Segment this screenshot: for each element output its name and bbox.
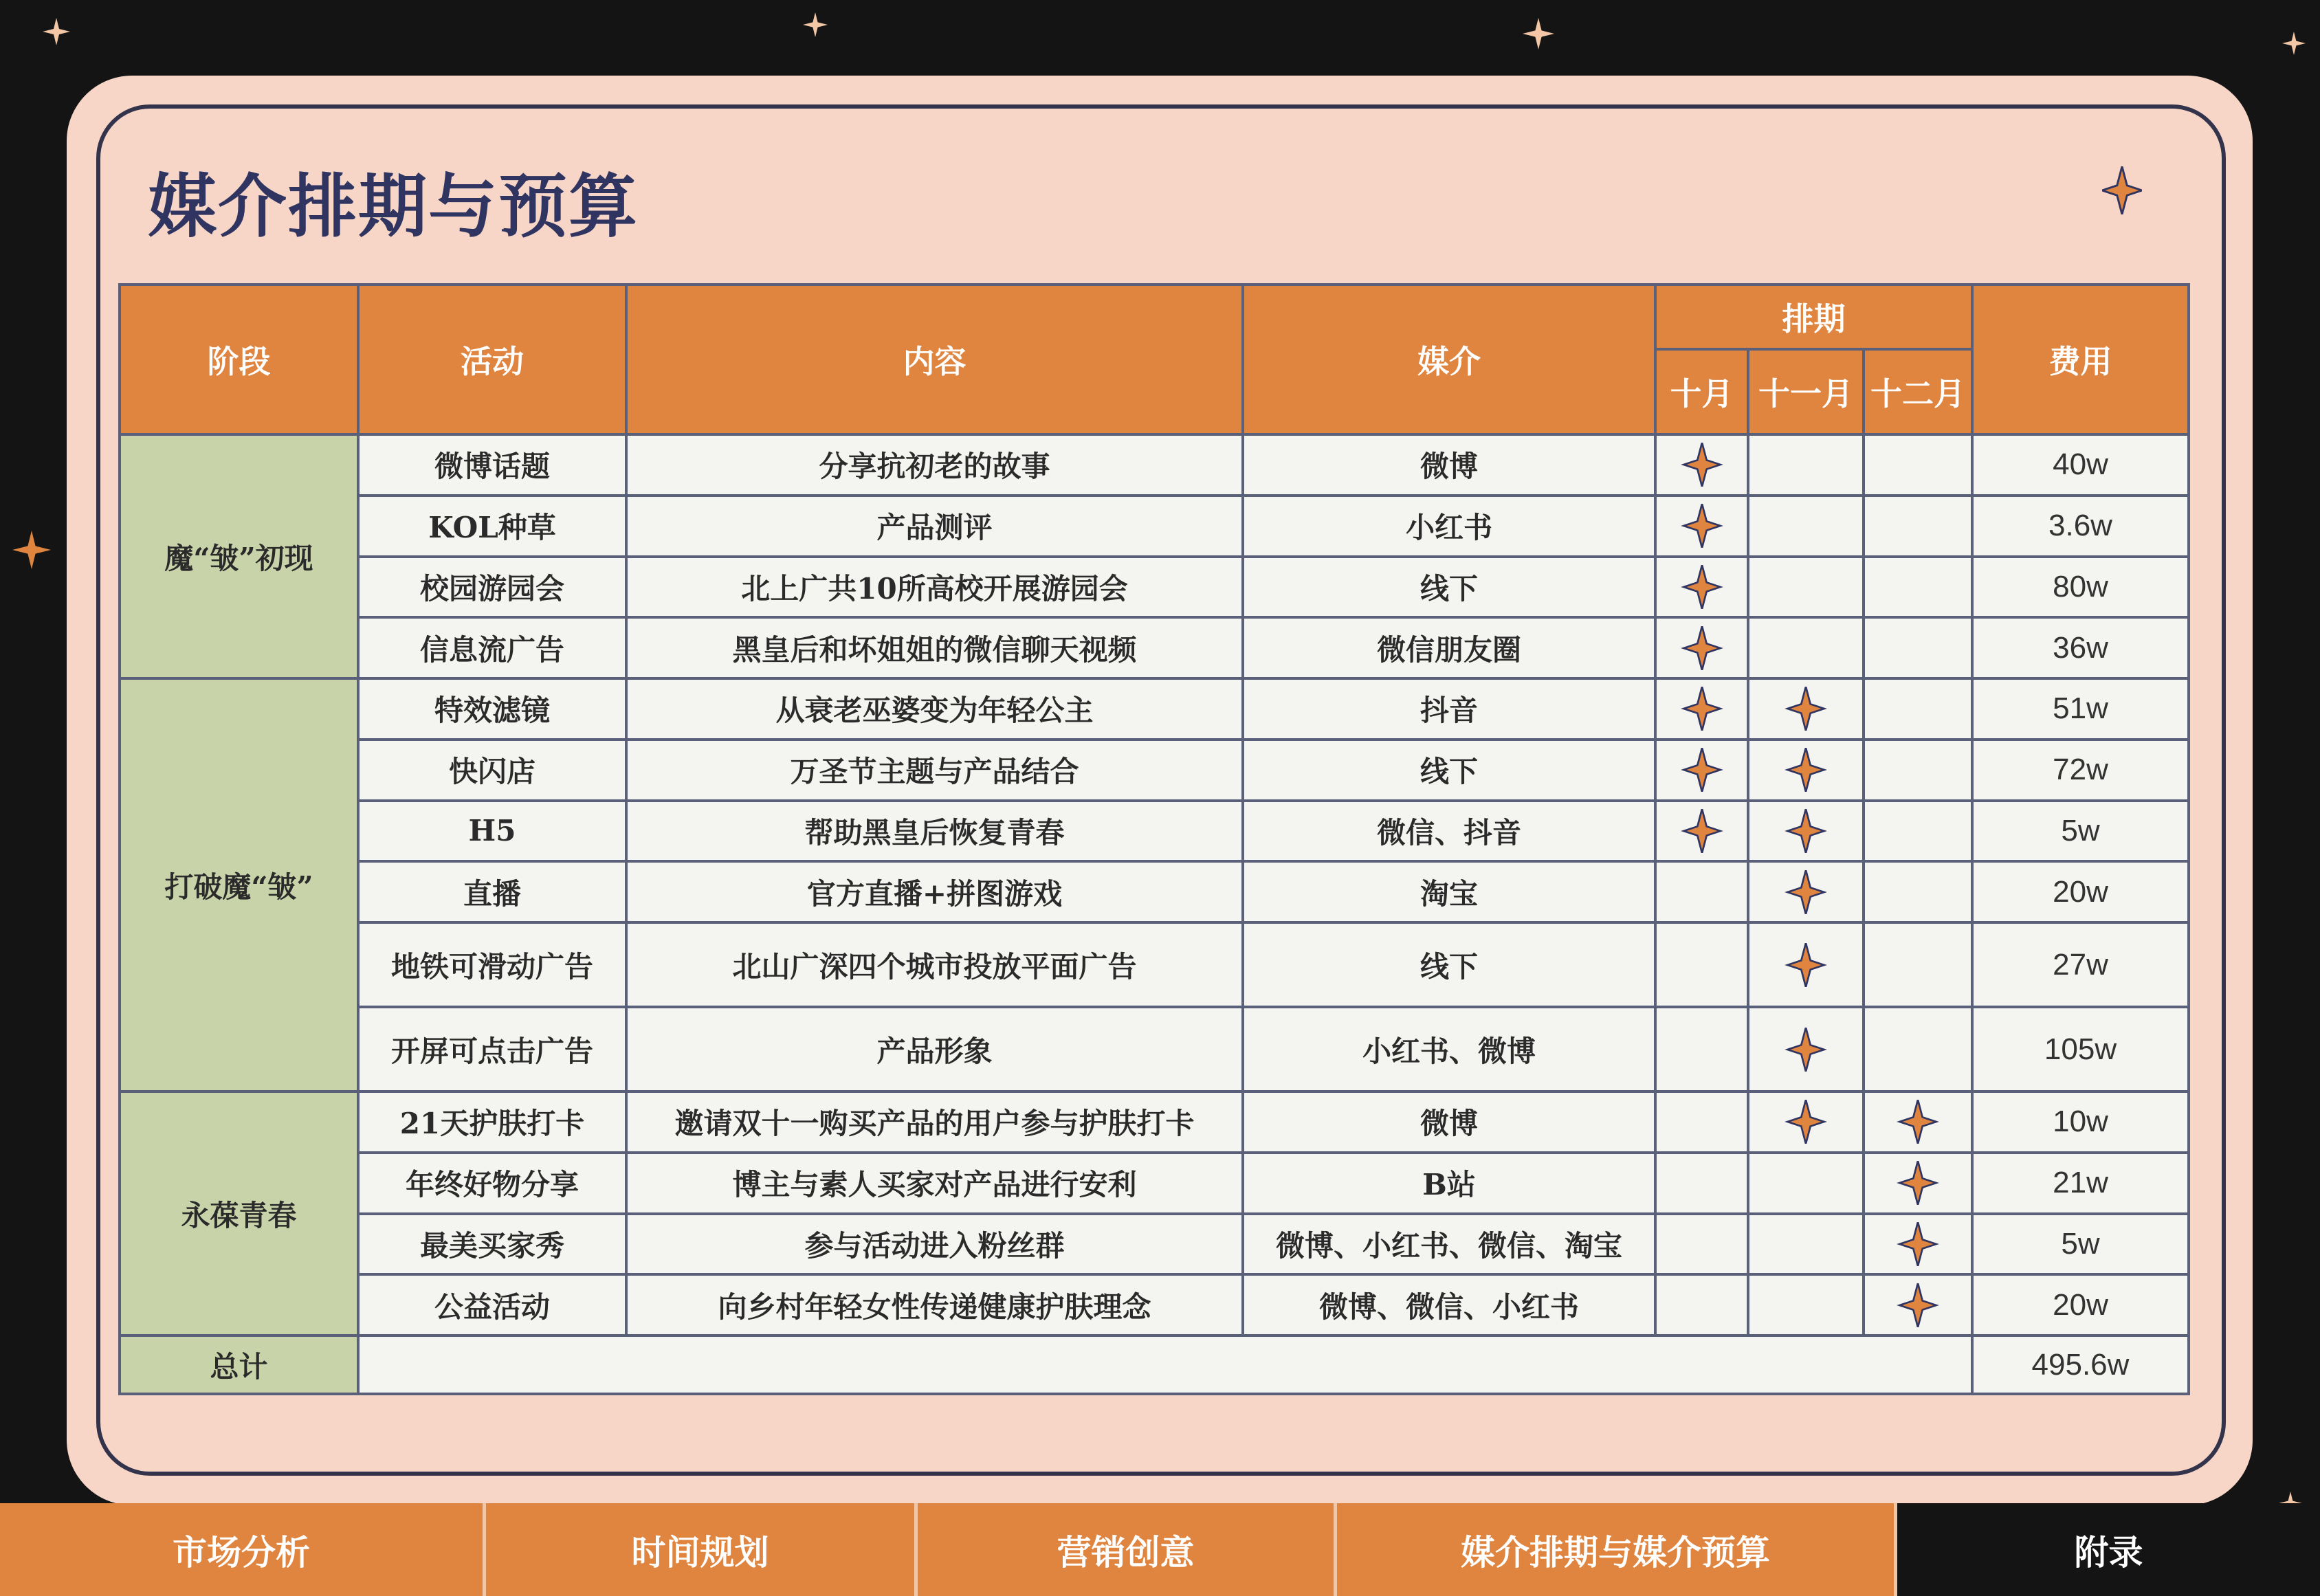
star-mark-icon <box>1680 445 1724 479</box>
schedule-cell-month-dec <box>1864 617 1972 678</box>
activity-cell: 信息流广告 <box>358 617 626 678</box>
header-activity: 活动 <box>358 285 626 434</box>
content-cell: 参与活动进入粉丝群 <box>626 1214 1243 1275</box>
nav-item-media-budget[interactable]: 媒介排期与媒介预算 <box>1337 1503 1897 1596</box>
schedule-cell-month-oct <box>1655 1274 1748 1335</box>
schedule-cell-month-dec <box>1864 740 1972 801</box>
total-empty-cell <box>358 1335 1972 1394</box>
star-mark-icon <box>1896 1164 1940 1197</box>
star-mark-icon <box>1784 812 1828 845</box>
content-cell: 北上广共10所高校开展游园会 <box>626 557 1243 618</box>
star-mark-icon <box>1784 946 1828 979</box>
content-cell: 黑皇后和坏姐姐的微信聊天视频 <box>626 617 1243 678</box>
media-cell: 线下 <box>1243 740 1655 801</box>
media-cell: 线下 <box>1243 922 1655 1007</box>
star-mark-icon <box>1784 1030 1828 1064</box>
schedule-cell-month-oct <box>1655 678 1748 740</box>
content-cell: 邀请双十一购买产品的用户参与护肤打卡 <box>626 1091 1243 1153</box>
table-row <box>120 1091 2189 1153</box>
content-cell: 帮助黑皇后恢复青春 <box>626 801 1243 862</box>
star-mark-icon <box>1896 1286 1940 1320</box>
schedule-cell-month-nov <box>1748 1153 1864 1214</box>
nav-item-appendix[interactable]: 附录 <box>1897 1503 2320 1596</box>
star-mark-icon <box>1680 629 1724 663</box>
sparkle-icon <box>43 18 70 45</box>
schedule-cell-month-oct <box>1655 557 1748 618</box>
schedule-cell-month-dec <box>1864 1007 1972 1091</box>
schedule-cell-month-oct <box>1655 740 1748 801</box>
schedule-cell-month-nov <box>1748 434 1864 496</box>
schedule-cell-month-nov <box>1748 1091 1864 1153</box>
activity-cell: 直播 <box>358 861 626 922</box>
schedule-cell-month-dec <box>1864 557 1972 618</box>
media-cell: B站 <box>1243 1153 1655 1214</box>
page-title: 媒介排期与预算 <box>148 166 639 247</box>
activity-cell: 地铁可滑动广告 <box>358 922 626 1007</box>
sparkle-icon <box>12 531 51 569</box>
content-cell: 万圣节主题与产品结合 <box>626 740 1243 801</box>
header-month: 十一月 <box>1748 349 1864 434</box>
media-cell: 微博、小红书、微信、淘宝 <box>1243 1214 1655 1275</box>
media-cell: 小红书、微博 <box>1243 1007 1655 1091</box>
schedule-body <box>120 434 2189 1394</box>
sparkle-icon <box>1523 18 1554 49</box>
schedule-cell-month-nov <box>1748 740 1864 801</box>
table-row <box>120 740 2189 801</box>
media-cell: 小红书 <box>1243 496 1655 557</box>
schedule-cell-month-nov <box>1748 922 1864 1007</box>
stage-cell: 魔“皱”初现 <box>120 434 358 678</box>
table-row <box>120 1153 2189 1214</box>
total-label: 总计 <box>120 1335 358 1394</box>
content-cell: 产品测评 <box>626 496 1243 557</box>
star-mark-icon <box>1784 751 1828 784</box>
star-mark-icon <box>1784 873 1828 907</box>
fee-cell: 36w <box>1972 617 2189 678</box>
star-mark-icon <box>1680 507 1724 540</box>
stage-cell: 打破魔“皱” <box>120 678 358 1091</box>
fee-cell: 20w <box>1972 861 2189 922</box>
table-row <box>120 1274 2189 1335</box>
schedule-cell-month-oct <box>1655 496 1748 557</box>
schedule-cell-month-nov <box>1748 861 1864 922</box>
fee-cell: 10w <box>1972 1091 2189 1153</box>
header-schedule: 排期 <box>1655 285 1972 349</box>
media-cell: 微博 <box>1243 434 1655 496</box>
media-cell: 淘宝 <box>1243 861 1655 922</box>
fee-cell: 72w <box>1972 740 2189 801</box>
schedule-cell-month-oct <box>1655 1007 1748 1091</box>
header-media: 媒介 <box>1243 285 1655 434</box>
media-cell: 微信、抖音 <box>1243 801 1655 862</box>
star-mark-icon <box>1680 751 1724 784</box>
schedule-cell-month-nov <box>1748 1007 1864 1091</box>
schedule-cell-month-nov <box>1748 678 1864 740</box>
table-row <box>120 801 2189 862</box>
schedule-cell-month-dec <box>1864 922 1972 1007</box>
header-month: 十二月 <box>1864 349 1972 434</box>
fee-cell: 40w <box>1972 434 2189 496</box>
header-month: 十月 <box>1655 349 1748 434</box>
activity-cell: 校园游园会 <box>358 557 626 618</box>
fee-cell: 80w <box>1972 557 2189 618</box>
table-row <box>120 1007 2189 1091</box>
sparkle-icon <box>2282 32 2306 55</box>
stage-cell: 永葆青春 <box>120 1091 358 1335</box>
activity-cell: 最美买家秀 <box>358 1214 626 1275</box>
schedule-cell-month-dec <box>1864 861 1972 922</box>
table-row <box>120 617 2189 678</box>
schedule-cell-month-nov <box>1748 801 1864 862</box>
activity-cell: KOL种草 <box>358 496 626 557</box>
star-mark-icon <box>1784 689 1828 723</box>
schedule-cell-month-dec <box>1864 1274 1972 1335</box>
table-row <box>120 557 2189 618</box>
table-row <box>120 678 2189 740</box>
schedule-cell-month-nov <box>1748 557 1864 618</box>
sparkle-icon <box>2102 166 2142 214</box>
media-cell: 微信朋友圈 <box>1243 617 1655 678</box>
header-content: 内容 <box>626 285 1243 434</box>
star-mark-icon <box>1680 689 1724 723</box>
activity-cell: 年终好物分享 <box>358 1153 626 1214</box>
schedule-cell-month-oct <box>1655 1153 1748 1214</box>
star-mark-icon <box>1896 1225 1940 1259</box>
table-row <box>120 1214 2189 1275</box>
schedule-cell-month-dec <box>1864 434 1972 496</box>
schedule-cell-month-dec <box>1864 1091 1972 1153</box>
media-schedule-table <box>118 283 2190 1395</box>
table-row <box>120 434 2189 496</box>
fee-cell: 51w <box>1972 678 2189 740</box>
schedule-cell-month-dec <box>1864 496 1972 557</box>
activity-cell: H5 <box>358 801 626 862</box>
table-row <box>120 922 2189 1007</box>
table-row <box>120 861 2189 922</box>
media-cell: 线下 <box>1243 557 1655 618</box>
star-mark-icon <box>1680 812 1724 845</box>
schedule-cell-month-oct <box>1655 434 1748 496</box>
content-cell: 从衰老巫婆变为年轻公主 <box>626 678 1243 740</box>
media-cell: 微博、微信、小红书 <box>1243 1274 1655 1335</box>
bottom-nav <box>0 1503 2320 1596</box>
schedule-cell-month-nov <box>1748 1274 1864 1335</box>
media-cell: 抖音 <box>1243 678 1655 740</box>
schedule-cell-month-oct <box>1655 1214 1748 1275</box>
activity-cell: 微博话题 <box>358 434 626 496</box>
nav-item-marketing-idea[interactable]: 营销创意 <box>918 1503 1337 1596</box>
schedule-cell-month-oct <box>1655 1091 1748 1153</box>
fee-cell: 20w <box>1972 1274 2189 1335</box>
fee-cell: 5w <box>1972 801 2189 862</box>
star-mark-icon <box>1680 568 1724 601</box>
total-fee: 495.6w <box>1972 1335 2189 1394</box>
schedule-cell-month-oct <box>1655 922 1748 1007</box>
fee-cell: 105w <box>1972 1007 2189 1091</box>
schedule-cell-month-dec <box>1864 1153 1972 1214</box>
content-cell: 北山广深四个城市投放平面广告 <box>626 922 1243 1007</box>
header-stage: 阶段 <box>120 285 358 434</box>
content-cell: 官方直播+拼图游戏 <box>626 861 1243 922</box>
fee-cell: 21w <box>1972 1153 2189 1214</box>
fee-cell: 5w <box>1972 1214 2189 1275</box>
fee-cell: 27w <box>1972 922 2189 1007</box>
star-mark-icon <box>1784 1102 1828 1136</box>
nav-item-market-analysis[interactable]: 市场分析 <box>0 1503 486 1596</box>
schedule-cell-month-oct <box>1655 801 1748 862</box>
schedule-cell-month-dec <box>1864 678 1972 740</box>
schedule-cell-month-nov <box>1748 496 1864 557</box>
schedule-cell-month-dec <box>1864 801 1972 862</box>
nav-item-timeline[interactable]: 时间规划 <box>486 1503 918 1596</box>
content-cell: 产品形象 <box>626 1007 1243 1091</box>
content-cell: 向乡村年轻女性传递健康护肤理念 <box>626 1274 1243 1335</box>
table-row <box>120 496 2189 557</box>
activity-cell: 开屏可点击广告 <box>358 1007 626 1091</box>
content-cell: 博主与素人买家对产品进行安利 <box>626 1153 1243 1214</box>
media-cell: 微博 <box>1243 1091 1655 1153</box>
activity-cell: 特效滤镜 <box>358 678 626 740</box>
fee-cell: 3.6w <box>1972 496 2189 557</box>
star-mark-icon <box>1896 1102 1940 1136</box>
sparkle-icon <box>803 12 828 37</box>
schedule-cell-month-nov <box>1748 617 1864 678</box>
activity-cell: 21天护肤打卡 <box>358 1091 626 1153</box>
activity-cell: 公益活动 <box>358 1274 626 1335</box>
schedule-cell-month-oct <box>1655 861 1748 922</box>
activity-cell: 快闪店 <box>358 740 626 801</box>
header-fee: 费用 <box>1972 285 2189 434</box>
schedule-cell-month-nov <box>1748 1214 1864 1275</box>
schedule-cell-month-dec <box>1864 1214 1972 1275</box>
content-cell: 分享抗初老的故事 <box>626 434 1243 496</box>
total-row <box>120 1335 2189 1394</box>
schedule-cell-month-oct <box>1655 617 1748 678</box>
